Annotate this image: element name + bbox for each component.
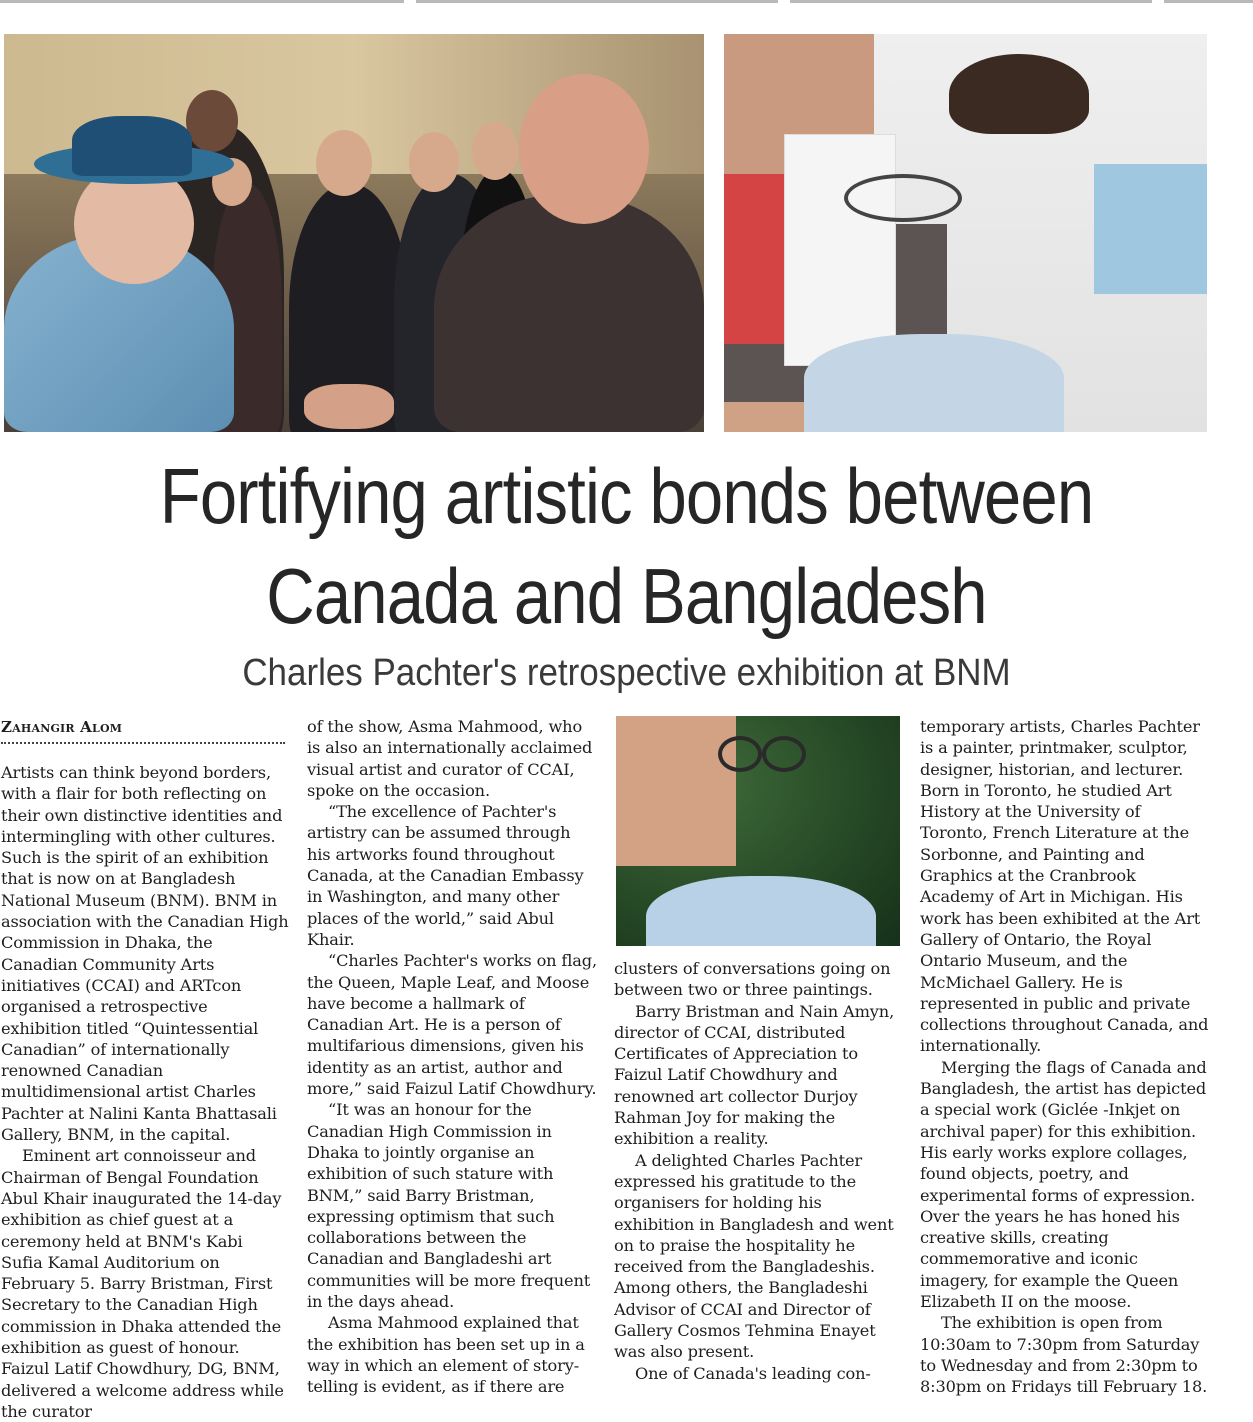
column-1 bbox=[1, 762, 289, 1422]
column-3 bbox=[614, 958, 902, 1384]
paragraph: “It was an honour for the Canadian High Commission in Dhaka to jointly organise an exhibition of such stature with BNM,” said Barry Bristman, expressing optimism that such collaborations between the Canadian and Bangladeshi art communities will be more frequent in the days ahead. bbox=[307, 1100, 591, 1312]
paragraph: A delighted Charles Pachter expressed his gratitude to the organisers for holding his exhibition in Bangladesh and went on to praise the hospitality he received from the Bangladeshis. Among others, the Bangladeshi Advisor of CCAI and Director of Gallery Cosmos Tehmina Enayet was also present. bbox=[614, 1150, 894, 1362]
top-rule bbox=[416, 0, 778, 3]
byline: Zahangir Alom bbox=[1, 718, 285, 744]
column-4 bbox=[920, 716, 1210, 1398]
reception-photo bbox=[4, 34, 704, 432]
paragraph: Artists can think beyond borders, with a flair for both reflecting on their own distinctive identities and intermingling with other cultures. Such is the spirit of an exhibition that is now on at Bangladesh National Museum (BNM). BNM in association with the Canadian High Commission in Dhaka, the Canadian Community Arts initiatives (CCAI) and ARTcon organised a retrospective exhibition titled “Quintessential Canadian” of internationally renowned Canadian multidimensional artist Charles Pachter at Nalini Kanta Bhattasali Gallery, BNM, in the capital. bbox=[1, 763, 289, 1145]
paragraph: clusters of conversations going on between two or three paintings. bbox=[614, 959, 891, 1000]
paragraph: The exhibition is open from 10:30am to 7:30pm from Saturday to Wednesday and from 2:30pm to 8:30pm on Fridays till February 18. bbox=[920, 1313, 1208, 1397]
paragraph: Asma Mahmood explained that the exhibition has been set up in a way in which an element of story-telling is evident, as if there are bbox=[307, 1313, 585, 1397]
paragraph: “The excellence of Pachter's artistry can be assumed through his artworks found throughout Canada, at the Canadian Embassy in Washington, and many other places of the world,” said Abul Khair. bbox=[307, 802, 584, 949]
top-rule bbox=[0, 0, 404, 3]
paragraph: of the show, Asma Mahmood, who is also an internationally acclaimed visual artist and curator of CCAI, spoke on the occasion. bbox=[307, 717, 593, 800]
column-2 bbox=[307, 716, 597, 1398]
paragraph: Eminent art connoisseur and Chairman of Bengal Foundation Abul Khair inaugurated the 14-day exhibition as chief guest at a ceremony held at BNM's Kabi Sufia Kamal Auditorium on February 5. Barry Bristman, First Secretary to the Canadian High commission in Dhaka attended the exhibition as guest of honour. Faizul Latif Chowdhury, DG, BNM, delivered a welcome address while the curator bbox=[1, 1146, 284, 1421]
top-rule bbox=[1164, 0, 1253, 3]
paragraph: Barry Bristman and Nain Amyn, director of CCAI, distributed Certificates of Appreciation to Faizul Latif Chowdhury and renowned art collector Durjoy Rahman Joy for making the exhibition a reality. bbox=[614, 1001, 895, 1149]
subheadline: Charles Pachter's retrospective exhibition at BNM bbox=[242, 652, 1011, 694]
two-men-photo bbox=[724, 34, 1207, 432]
paragraph: One of Canada's leading con- bbox=[635, 1363, 871, 1383]
paragraph: Merging the flags of Canada and Bangladesh, the artist has depicted a special work (Giclée -Inkjet on archival paper) for this exhibition. His early works explore collages, found objects, poetry, and experimental forms of expression. Over the years he has honed his creative skills, creating commemorative and iconic imagery, for example the Queen Elizabeth II on the moose. bbox=[920, 1057, 1207, 1312]
portrait-photo bbox=[616, 716, 900, 946]
top-rule bbox=[790, 0, 1152, 3]
headline bbox=[88, 446, 1166, 646]
headline-line-1: Fortifying artistic bonds between bbox=[159, 452, 1094, 540]
headline-line-2: Canada and Bangladesh bbox=[266, 552, 987, 640]
paragraph: “Charles Pachter's works on flag, the Queen, Maple Leaf, and Moose have become a hallmark of Canadian Art. He is a person of multifarious dimensions, given his identity as an artist, author and more,” said Faizul Latif Chowdhury. bbox=[307, 951, 598, 1099]
paragraph: temporary artists, Charles Pachter is a painter, printmaker, sculptor, designer, historian, and lecturer. Born in Toronto, he studied Art History at the University of Toronto, French Literature at the Sorbonne, and Painting and Graphics at the Cranbrook Academy of Art in Michigan. His work has been exhibited at the Art Gallery of Ontario, the Royal Ontario Museum, and the McMichael Gallery. He is represented in public and private collections throughout Canada, and internationally. bbox=[920, 717, 1209, 1056]
